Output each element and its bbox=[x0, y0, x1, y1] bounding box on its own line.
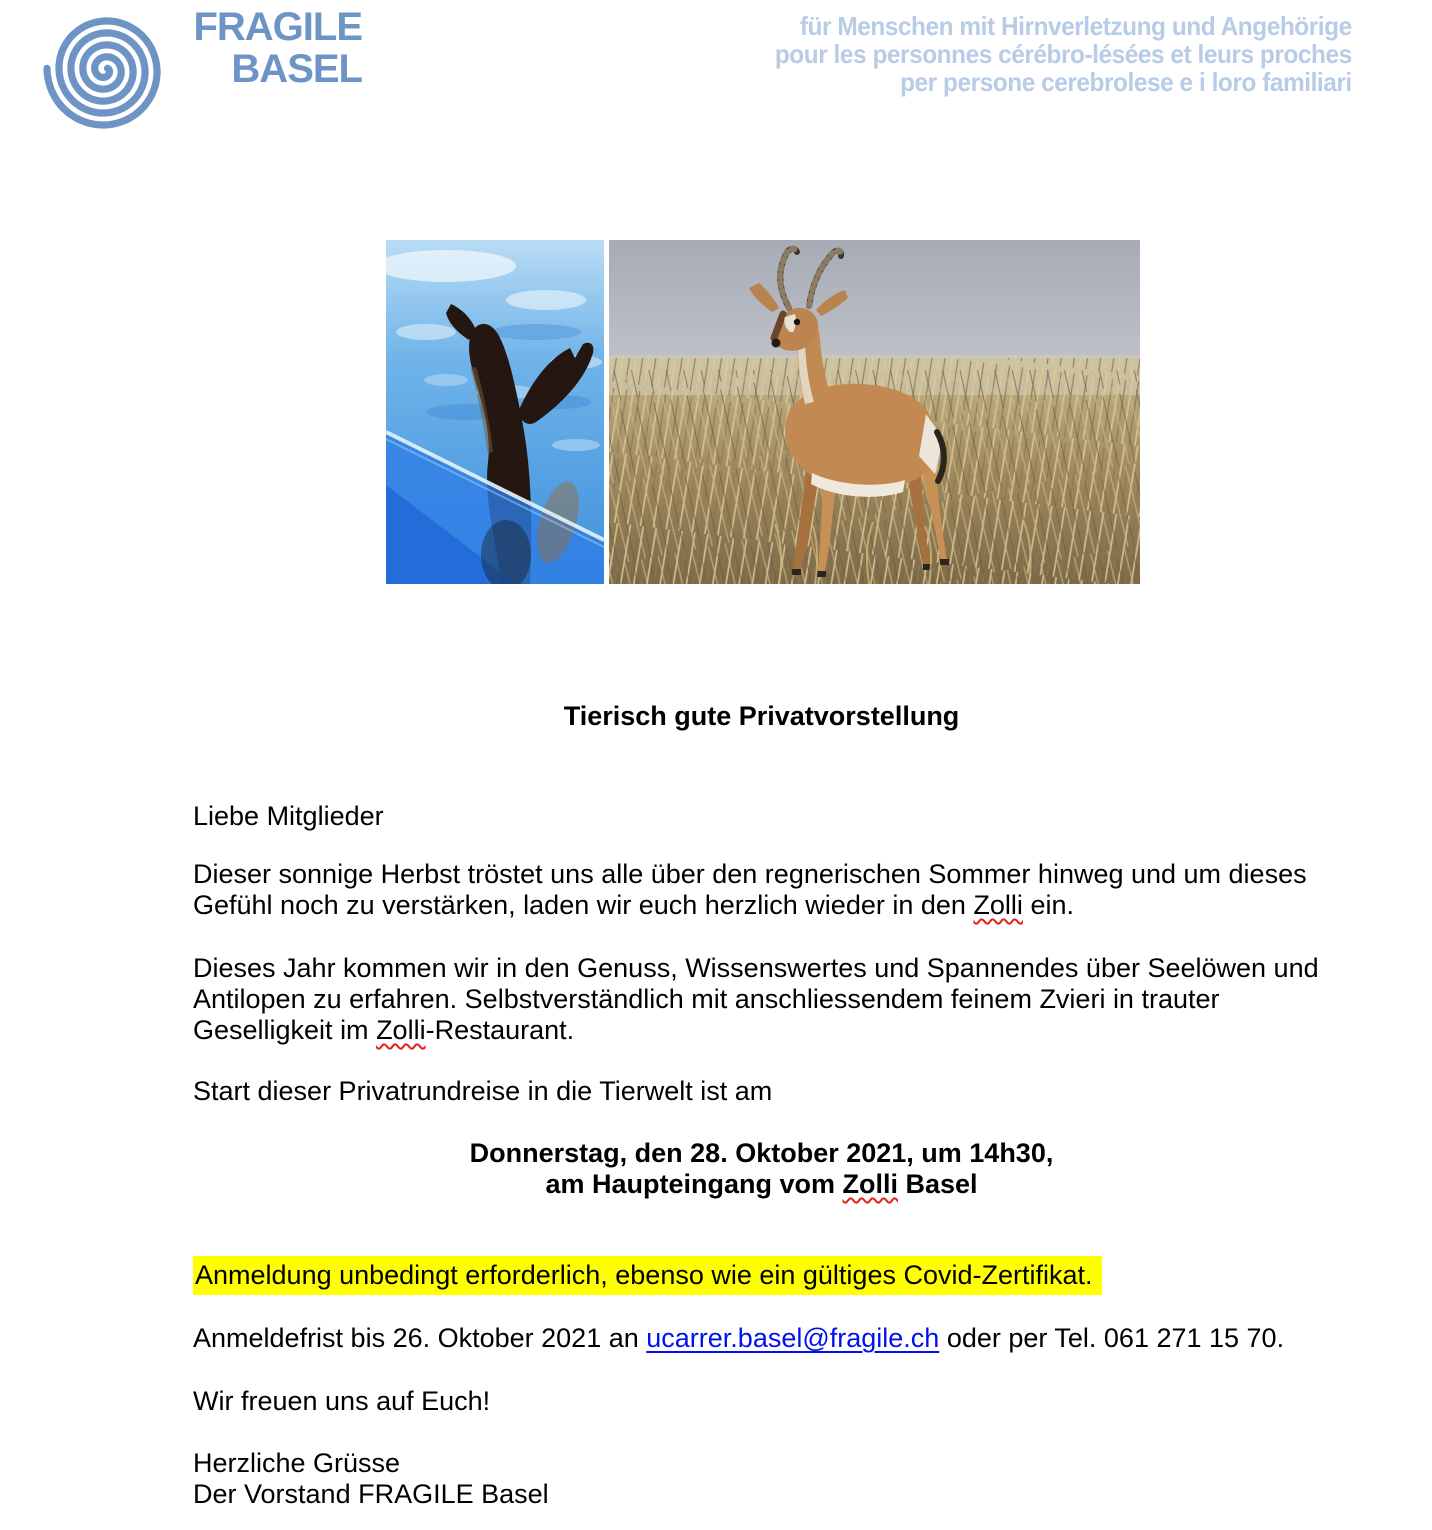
salutation: Liebe Mitglieder bbox=[193, 801, 384, 831]
tagline-german: für Menschen mit Hirnverletzung und Angehörige bbox=[800, 11, 1352, 41]
text-segment: Basel bbox=[897, 1169, 978, 1199]
paragraph-start: Start dieser Privatrundreise in die Tierwelt ist am bbox=[193, 1076, 773, 1106]
gazelle-photo bbox=[609, 240, 1140, 584]
text-line bbox=[193, 1138, 1330, 1169]
brand-wordmark-line1: FRAGILE bbox=[193, 5, 362, 49]
text-segment: Anmeldefrist bis 26. Oktober 2021 an bbox=[193, 1323, 647, 1353]
registration-note bbox=[193, 1260, 1330, 1291]
text-segment: am Haupteingang vom bbox=[545, 1169, 843, 1199]
text-line bbox=[193, 859, 1330, 890]
text-line bbox=[193, 1479, 1330, 1510]
text-line bbox=[193, 1169, 1330, 1200]
tagline-italian: per persone cerebrolese e i loro familiari bbox=[900, 67, 1352, 97]
text-line bbox=[193, 953, 1330, 984]
text-segment: Der Vorstand FRAGILE Basel bbox=[193, 1479, 549, 1509]
brand-wordmark-line2: BASEL bbox=[231, 47, 362, 91]
brand-wordmark bbox=[190, 6, 362, 90]
paragraph-intro bbox=[193, 859, 1330, 921]
text-segment: Antilopen zu erfahren. Selbstverständlich mit anschliessendem feinem Zvieri in trauter bbox=[193, 984, 1220, 1014]
sea-lion-photo bbox=[386, 240, 604, 584]
photo-row bbox=[386, 240, 1140, 584]
event-datetime bbox=[193, 1138, 1330, 1200]
letter-title: Tierisch gute Privatvorstellung bbox=[563, 701, 960, 731]
text-segment: -Restaurant. bbox=[425, 1015, 575, 1045]
tagline-french: pour les personnes cérébro-lésées et leurs proches bbox=[775, 39, 1352, 69]
closing-line: Wir freuen uns auf Euch! bbox=[193, 1386, 491, 1416]
text-segment: Dieser sonnige Herbst tröstet uns alle über den regnerischen Sommer hinweg und um dieses bbox=[193, 859, 1307, 889]
text-segment: oder per Tel. 061 271 15 70. bbox=[939, 1323, 1285, 1353]
text-segment: ein. bbox=[1022, 890, 1074, 920]
text-line bbox=[193, 890, 1330, 921]
highlight-text: Anmeldung unbedingt erforderlich, ebenso wie ein gültiges Covid-Zertifikat. bbox=[193, 1256, 1102, 1295]
signature-block bbox=[193, 1448, 1330, 1510]
misspelled-word: Zolli bbox=[376, 1015, 426, 1045]
paragraph-program bbox=[193, 953, 1330, 1046]
text-line bbox=[193, 1015, 1330, 1046]
misspelled-word: Zolli bbox=[842, 1169, 898, 1199]
text-line bbox=[193, 984, 1330, 1015]
brand-tagline bbox=[775, 12, 1352, 96]
misspelled-word: Zolli bbox=[973, 890, 1023, 920]
text-line bbox=[193, 1448, 1330, 1479]
spiral-logo-icon bbox=[40, 5, 170, 135]
text-line bbox=[193, 1323, 1330, 1354]
text-segment: Gefühl noch zu verstärken, laden wir euch herzlich wieder in den bbox=[193, 890, 974, 920]
text-segment: Dieses Jahr kommen wir in den Genuss, Wissenswertes und Spannendes über Seelöwen und bbox=[193, 953, 1319, 983]
deadline-line bbox=[193, 1323, 1330, 1354]
text-segment: Geselligkeit im bbox=[193, 1015, 377, 1045]
text-segment: Donnerstag, den 28. Oktober 2021, um 14h30, bbox=[469, 1138, 1054, 1168]
email-link[interactable]: ucarrer.basel@fragile.ch bbox=[646, 1323, 940, 1353]
text-segment: Herzliche Grüsse bbox=[193, 1448, 401, 1478]
